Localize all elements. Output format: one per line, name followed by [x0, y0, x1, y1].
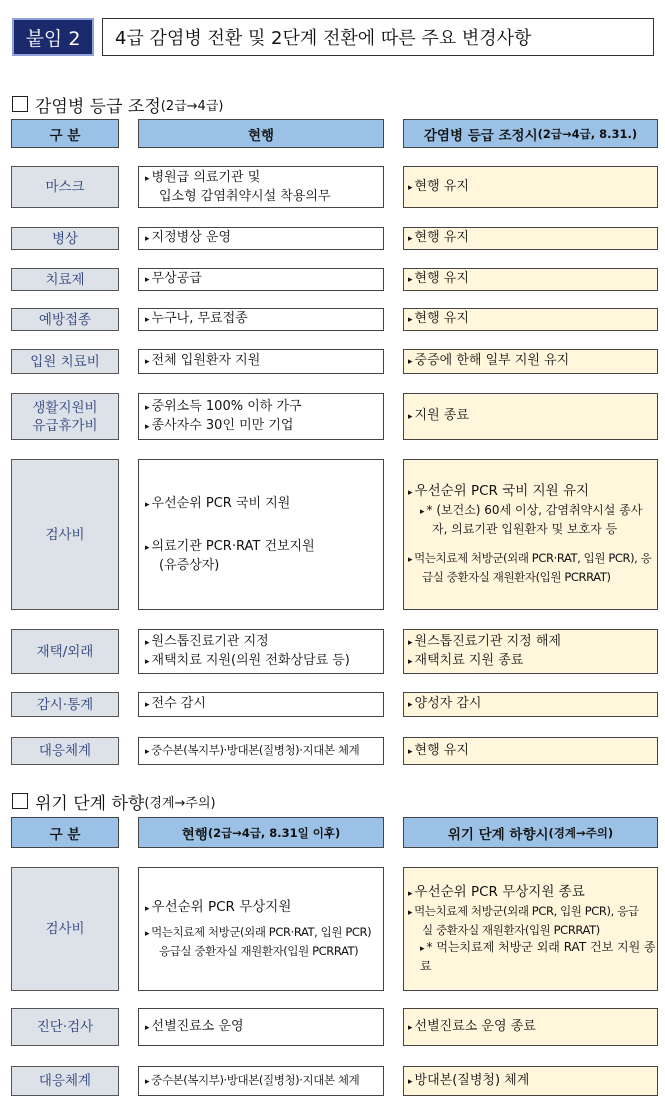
s2-header-current: 현행 (2급→4급, 8.31일 이후) [138, 817, 384, 848]
checkbox-square-icon [12, 96, 28, 112]
s1-row-new: ▸ 원스톱진료기관 지정 해제 ▸ 재택치료 지원 종료 [403, 629, 658, 674]
s1-row-current: ▸ 병원급 의료기관 및 입소형 감염취약시설 착용의무 [138, 166, 384, 208]
s2-row-current: ▸ 선별진료소 운영 [138, 1008, 384, 1046]
s1-row-label: 생활지원비 유급휴가비 [11, 393, 119, 440]
s1-row-new: ▸ 현행 유지 [403, 166, 658, 208]
s1-row-current: ▸ 전체 입원환자 지원 [138, 349, 384, 374]
s2-header-category: 구 분 [11, 817, 119, 848]
s1-row-label: 감시·통계 [11, 692, 119, 717]
s1-row-label: 치료제 [11, 268, 119, 291]
s1-row-new: ▸ 지원 종료 [403, 393, 658, 440]
s1-row-new: ▸ 중증에 한해 일부 지원 유지 [403, 349, 658, 374]
checkbox-square-icon [12, 793, 28, 809]
s1-row-new: ▸ 현행 유지 [403, 268, 658, 291]
s1-row-label: 예방접종 [11, 308, 119, 331]
s1-row-label: 입원 치료비 [11, 349, 119, 374]
s1-row-current: ▸ 원스톱진료기관 지정 ▸ 재택치료 지원(의원 전화상담료 등) [138, 629, 384, 674]
section2-heading [12, 789, 216, 813]
s1-row-new: ▸ 현행 유지 [403, 737, 658, 765]
s1-header-category: 구 분 [11, 119, 119, 148]
s1-row-current: ▸ 전수 감시 [138, 692, 384, 717]
s1-row-current: ▸ 중수본(복지부)·방대본(질병청)·지대본 체계 [138, 737, 384, 765]
s1-header-current: 현행 [138, 119, 384, 148]
section1-heading [12, 92, 223, 116]
s1-header-new: 감염병 등급 조정시 (2급→4급, 8.31.) [403, 119, 658, 148]
s1-row-new: ▸ 현행 유지 [403, 227, 658, 250]
section2-title-sub: (경계→주의) [144, 795, 216, 811]
attachment-badge: 붙임 2 [12, 18, 94, 56]
s1-row-label: 대응체계 [11, 737, 119, 765]
s2-header-new: 위기 단계 하향시 (경계→주의) [403, 817, 658, 848]
s2-row-new: ▸ 방대본(질병청) 체계 [403, 1066, 658, 1096]
section1-title-sub: (2급→4급) [160, 98, 224, 114]
s1-row-label: 검사비 [11, 459, 119, 610]
s2-row-label: 검사비 [11, 867, 119, 991]
s2-row-label: 대응체계 [11, 1066, 119, 1096]
s2-row-current: ▸ 중수본(복지부)·방대본(질병청)·지대본 체계 [138, 1066, 384, 1096]
s1-row-current: ▸ 누구나, 무료접종 [138, 308, 384, 331]
s2-row-new: ▸ 선별진료소 운영 종료 [403, 1008, 658, 1046]
s1-row-current: ▸ 지정병상 운영 [138, 227, 384, 250]
s2-row-label: 진단·검사 [11, 1008, 119, 1046]
s1-row-label: 마스크 [11, 166, 119, 208]
document-title: 4급 감염병 전환 및 2단계 전환에 따른 주요 변경사항 [102, 18, 654, 56]
s1-row-current: ▸ 무상공급 [138, 268, 384, 291]
s2-row-new: ▸ 우선순위 PCR 무상지원 종료 ▸ 먹는치료제 처방군(외래 PCR, 입원 PCR), 응급 실 중환자실 재원환자(입원 PCRRAT) ▸ * 먹는치료제 처방군 외래 RAT 건보 지원 종 료 [403, 867, 658, 991]
s1-row-label: 재택/외래 [11, 629, 119, 674]
s1-row-new: ▸ 양성자 감시 [403, 692, 658, 717]
s1-row-current: ▸ 중위소득 100% 이하 가구 ▸ 종사자수 30인 미만 기업 [138, 393, 384, 440]
s1-row-current: ▸ 우선순위 PCR 국비 지원 ▸ 의료기관 PCR·RAT 건보지원 (유증상자) [138, 459, 384, 610]
s1-row-new: ▸ 우선순위 PCR 국비 지원 유지 ▸ * (보건소) 60세 이상, 감염취약시설 종사 자, 의료기관 입원환자 및 보호자 등 ▸ 먹는치료제 처방군(외래 PCR·RAT, 입원 PCR), 응 급실 중환자실 재원환자(입원 PCRRAT) [403, 459, 658, 610]
s1-row-new: ▸ 현행 유지 [403, 308, 658, 331]
s1-row-label: 병상 [11, 227, 119, 250]
s2-row-current: ▸ 우선순위 PCR 무상지원 ▸ 먹는치료제 처방군(외래 PCR·RAT, 입원 PCR) 응급실 중환자실 재원환자(입원 PCRRAT) [138, 867, 384, 991]
section2-title: 위기 단계 하향 [35, 793, 145, 814]
section1-title: 감염병 등급 조정 [35, 96, 161, 117]
